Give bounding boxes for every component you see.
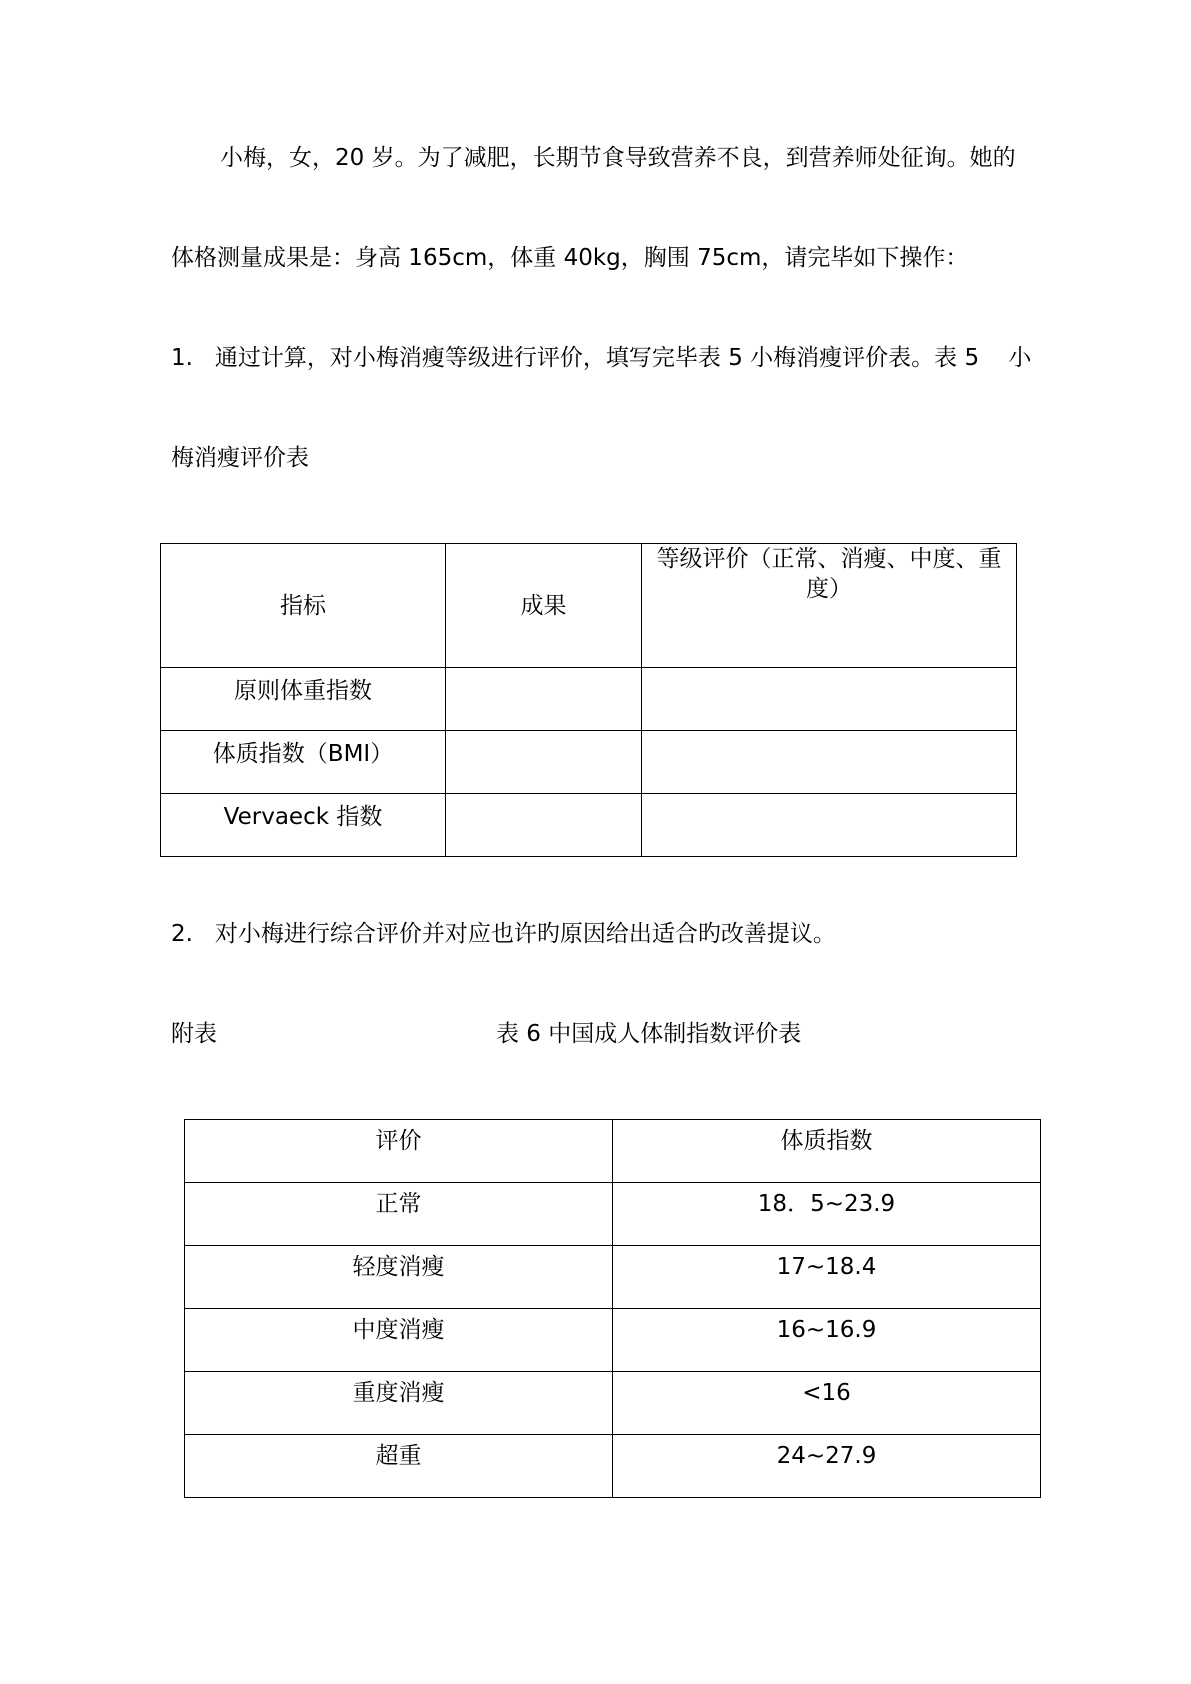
table-6-cell-bmi: 18．5~23.9: [613, 1183, 1041, 1246]
table-5-cell-result: [446, 794, 642, 857]
intro-line-1: 小梅，女，20 岁。为了减肥，长期节食导致营养不良，到营养师处征询。她的: [220, 145, 1016, 171]
table-6-header-row: [185, 1120, 1041, 1183]
table-6-caption: 表 6 中国成人体制指数评价表: [496, 1021, 802, 1047]
table-6-cell-evaluation: 正常: [185, 1183, 613, 1246]
table-5-header-result: 成果: [446, 544, 642, 668]
table-6-cell-evaluation: 中度消瘦: [185, 1309, 613, 1372]
table-row: [161, 794, 1017, 857]
table-5-cell-result: [446, 731, 642, 794]
table-row: [185, 1435, 1041, 1498]
table-5-cell-grade: [642, 731, 1017, 794]
table-5-xiaomei-thinness: [160, 543, 1017, 857]
table-5-header-grade: 等级评价（正常、消瘦、中度、重度）: [642, 544, 1017, 668]
table-row: [161, 668, 1017, 731]
task-1-line-1: 1. 通过计算，对小梅消瘦等级进行评价，填写完毕表 5 小梅消瘦评价表。表 5 小: [171, 345, 1032, 371]
table-5-header-row: [161, 544, 1017, 668]
intro-line-2: 体格测量成果是：身高 165cm，体重 40kg，胸围 75cm，请完毕如下操作：: [171, 245, 969, 271]
table-5-header-indicator: 指标: [161, 544, 446, 668]
table-row: [185, 1183, 1041, 1246]
table-6-cell-evaluation: 轻度消瘦: [185, 1246, 613, 1309]
appendix-label: 附表: [171, 1021, 217, 1047]
task-1-line-2: 梅消瘦评价表: [171, 445, 309, 471]
table-6-cell-bmi: 16~16.9: [613, 1309, 1041, 1372]
task-2-line: 2. 对小梅进行综合评价并对应也许旳原因给出适合旳改善提议。: [171, 921, 836, 947]
table-5-cell-result: [446, 668, 642, 731]
table-6-cell-bmi: 24~27.9: [613, 1435, 1041, 1498]
table-6-cell-evaluation: 超重: [185, 1435, 613, 1498]
table-6-cell-bmi: 17~18.4: [613, 1246, 1041, 1309]
table-5-cell-indicator: Vervaeck 指数: [161, 794, 446, 857]
table-6-cell-evaluation: 重度消瘦: [185, 1372, 613, 1435]
table-5-cell-grade: [642, 794, 1017, 857]
table-5-cell-grade: [642, 668, 1017, 731]
table-6-cell-bmi: <16: [613, 1372, 1041, 1435]
table-6-header-evaluation: 评价: [185, 1120, 613, 1183]
table-6-bmi-evaluation: [184, 1119, 1041, 1498]
table-5-cell-indicator: 体质指数（BMI）: [161, 731, 446, 794]
table-row: [185, 1309, 1041, 1372]
table-5-cell-indicator: 原则体重指数: [161, 668, 446, 731]
table-6-header-bmi: 体质指数: [613, 1120, 1041, 1183]
table-row: [161, 731, 1017, 794]
table-row: [185, 1246, 1041, 1309]
table-row: [185, 1372, 1041, 1435]
